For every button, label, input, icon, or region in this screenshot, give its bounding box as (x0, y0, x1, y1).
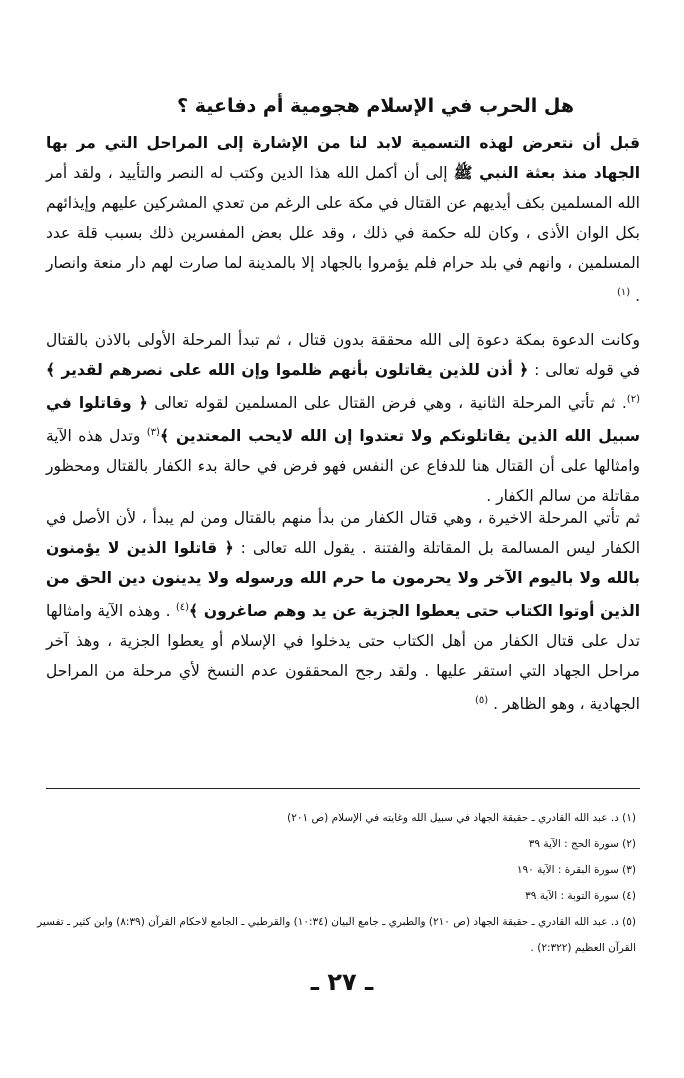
footnote-item: (١) د. عبد الله القادري ـ حقيقة الجهاد في سبيل الله وغايته في الإسلام (ص ٢٠١) (287, 812, 636, 824)
footnote-ref-2: (٢) (626, 394, 640, 405)
paragraph-2 (46, 325, 640, 511)
paragraph-3-text-1: ثم تأتي المرحلة الاخيرة ، وهي قتال الكفار من بدأ منهم بالقتال ومن لم يبدأ ، لأن الأصل في الكفار ليس المسالمة بل المقاتلة والفتنة . يقول الله تعالى : (46, 509, 641, 557)
footnote-item: (٢) سورة الحج : الآية ٣٩ (528, 838, 636, 850)
paragraph-2-text-1: وكانت الدعوة بمكة دعوة إلى الله محققة بدون قتال ، ثم تبدأ المرحلة الأولى بالاذن بالقتال في قوله تعالى : (46, 331, 640, 379)
paragraph-1-text: إلى أن أكمل الله هذا الدين وكتب له النصر والتأييد ، ولقد أمر الله المسلمين بكف أيديهم عن القتال في مكة على الرغم من تعدي المشركين عليهم وإيذائهم بكل الوان الأذى ، وكان لله حكمة في ذلك ، وقد علل بعض المفسرين ذلك بسبب قلة عدد المسلمين ، وانهم في بلد حرام فلم يؤمروا بالجهاد إلا بالمدينة لما صارت لهم دار منعة وانصار . (46, 164, 640, 306)
paragraph-3-text-2: . وهذه الآية وامثالها تدل على قتال الكفار من أهل الكتاب حتى يدخلوا في الإسلام أو يعطوا الجزية ، وهذ آخر مراحل الجهاد التي استقر عليها . ولقد رجح المحققون عدم النسخ لأي مرحلة من المراحل الجهادية ، وهو الظاهر . (46, 602, 640, 714)
footnote-ref-5: (٥) (474, 695, 489, 707)
quran-verse-tawbah: ﴿ قاتلوا الذين لا يؤمنون بالله ولا باليوم الآخر ولا يحرمون ما حرم الله ورسوله ولا يدينون دين الحق من الذين أوتوا الكتاب حتى يعطوا الجزية عن يد وهم صاغرون ﴾ (46, 539, 641, 621)
footnote-divider (46, 788, 640, 789)
footnote-item: (٣) سورة البقرة : الآية ١٩٠ (516, 864, 636, 876)
footnote-item: (٥) د. عبد الله القادري ـ حقيقة الجهاد (ص ٢١٠) والطبري ـ جامع البيان (١٠:٣٤) والقرطبي ـ الجامع لاحكام القرآن (٨:٣٩) وابن كثير ـ تفسير القرآن العظيم (٢:٣٢٢) . (37, 916, 636, 954)
quran-verse-baqarah: ﴿ وقاتلوا في سبيل الله الذين يقاتلونكم ولا تعتدوا إن الله لايحب المعتدين ﴾ (46, 394, 640, 446)
quran-verse-hajj: ﴿ أذن للذين يقاتلون بأنهم ظلموا وإن الله على نصرهم لقدير ﴾ (46, 361, 529, 379)
footnote-ref-4: (٤) (175, 602, 190, 613)
footnotes-list (36, 805, 636, 961)
paragraph-3 (46, 503, 640, 719)
page-number: ـ ٢٧ ـ (310, 968, 374, 996)
footnote-ref-1: (١) (616, 287, 631, 298)
paragraph-1 (46, 128, 640, 311)
paragraph-2-text-2: . ثم تأتي المرحلة الثانية ، وهي فرض القتال على المسلمين لقوله تعالى (147, 394, 627, 413)
footnote-ref-3: (٣) (146, 427, 160, 439)
paragraph-1-lead: قبل أن نتعرض لهذه التسمية لابد لنا من الإشارة إلى المراحل التي مر بها الجهاد منذ بعثة النبي ﷺ (46, 134, 641, 182)
paragraph-2-text-3: وتدل هذه الآية وامثالها على أن القتال هنا للدفاع عن النفس فهو فرض في حالة بدء الكفار بالقتال ومحظور مقاتلة من سالم الكفار . (46, 427, 640, 506)
page-title: هل الحرب في الإسلام هجومية أم دفاعية ؟ (177, 95, 574, 117)
footnote-item: (٤) سورة التوبة : الآية ٣٩ (525, 890, 636, 902)
